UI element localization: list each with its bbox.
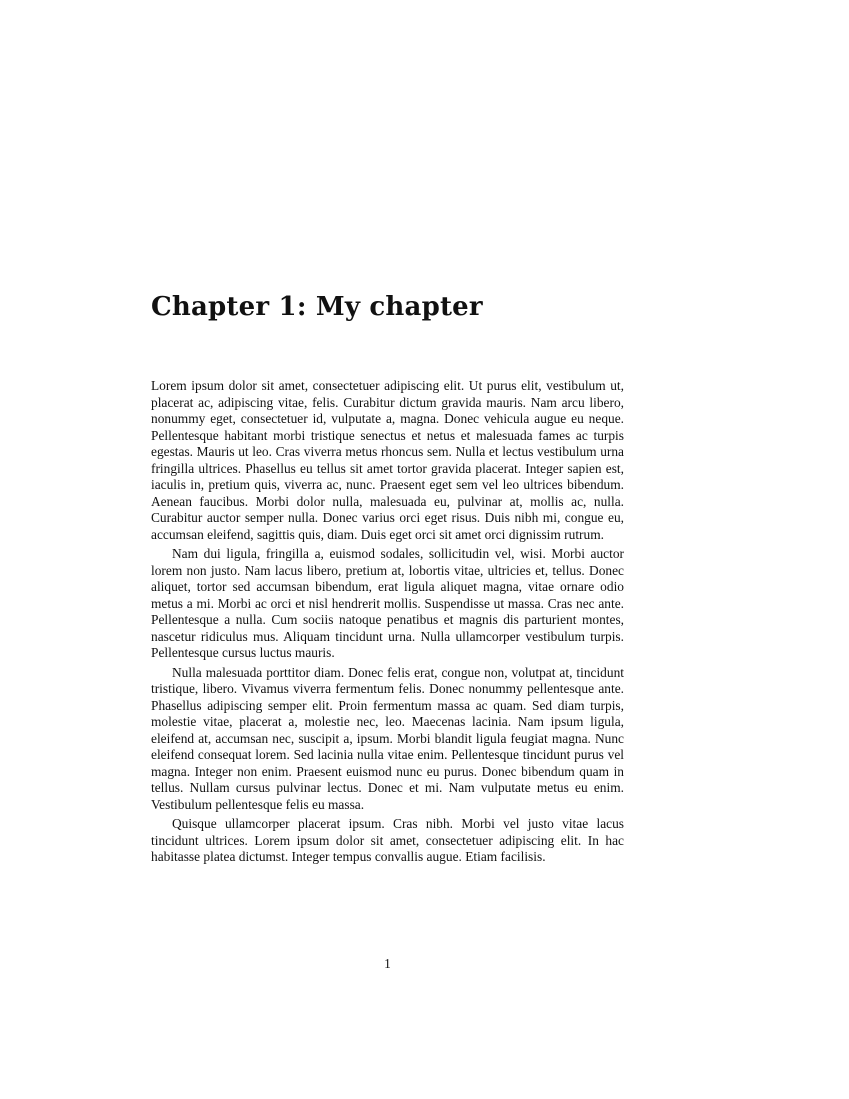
- paragraph: Lorem ipsum dolor sit amet, consectetuer adipiscing elit. Ut purus elit, vestibulum ut, placerat ac, adipiscing vitae, felis. Curabitur dictum gravida mauris. Nam arcu libero, nonummy eget, consectetuer id, vulputate a, magna. Donec vehicula augue eu neque. Pellentesque habitant morbi tristique senectus et netus et malesuada fames ac turpis egestas. Mauris ut leo. Cras viverra metus rhoncus sem. Nulla et lectus vestibulum urna fringilla ultrices. Phasellus eu tellus sit amet tortor gravida placerat. Integer sapien est, iaculis in, pretium quis, viverra ac, nunc. Praesent eget sem vel leo ultrices bibendum. Aenean faucibus. Morbi dolor nulla, malesuada eu, pulvinar at, mollis ac, nulla. Curabitur auctor semper nulla. Donec varius orci eget risus. Duis nibh mi, congue eu, accumsan eleifend, sagittis quis, diam. Duis eget orci sit amet orci dignissim rutrum.: [151, 378, 624, 542]
- paragraph: Nam dui ligula, fringilla a, euismod sodales, sollicitudin vel, wisi. Morbi auctor lorem non justo. Nam lacus libero, pretium at, lobortis vitae, ultricies et, tellus. Donec aliquet, tortor sed accumsan bibendum, erat ligula aliquet magna, vitae ornare odio metus a mi. Morbi ac orci et nisl hendrerit mollis. Suspendisse ut massa. Cras nec ante. Pellentesque a nulla. Cum sociis natoque penatibus et magnis dis parturient montes, nascetur ridiculus mus. Aliquam tincidunt urna. Nulla ullamcorper vestibulum turpis. Pellentesque cursus luctus mauris.: [151, 546, 624, 660]
- paragraph: Quisque ullamcorper placerat ipsum. Cras nibh. Morbi vel justo vitae lacus tincidunt ultrices. Lorem ipsum dolor sit amet, consectetuer adipiscing elit. In hac habitasse platea dictumst. Integer tempus convallis augue. Etiam facilisis.: [151, 816, 624, 864]
- paragraph: Nulla malesuada porttitor diam. Donec felis erat, congue non, volutpat at, tincidunt tristique, libero. Vivamus viverra fermentum felis. Donec nonummy pellentesque ante. Phasellus adipiscing semper elit. Proin fermentum massa ac quam. Sed diam turpis, molestie vitae, placerat a, molestie nec, leo. Maecenas lacinia. Nam ipsum ligula, eleifend at, accumsan nec, suscipit a, ipsum. Morbi blandit ligula feugiat magna. Nunc eleifend consequat lorem. Sed lacinia nulla vitae enim. Pellentesque tincidunt purus vel magna. Integer non enim. Praesent euismod nunc eu purus. Donec bibendum quam in tellus. Nullam cursus pulvinar lectus. Donec et mi. Nam vulputate metus eu enim. Vestibulum pellentesque felis eu massa.: [151, 664, 624, 812]
- chapter-body: [151, 378, 624, 869]
- page-number: 1: [384, 956, 391, 971]
- chapter-title: Chapter 1: My chapter: [151, 292, 483, 322]
